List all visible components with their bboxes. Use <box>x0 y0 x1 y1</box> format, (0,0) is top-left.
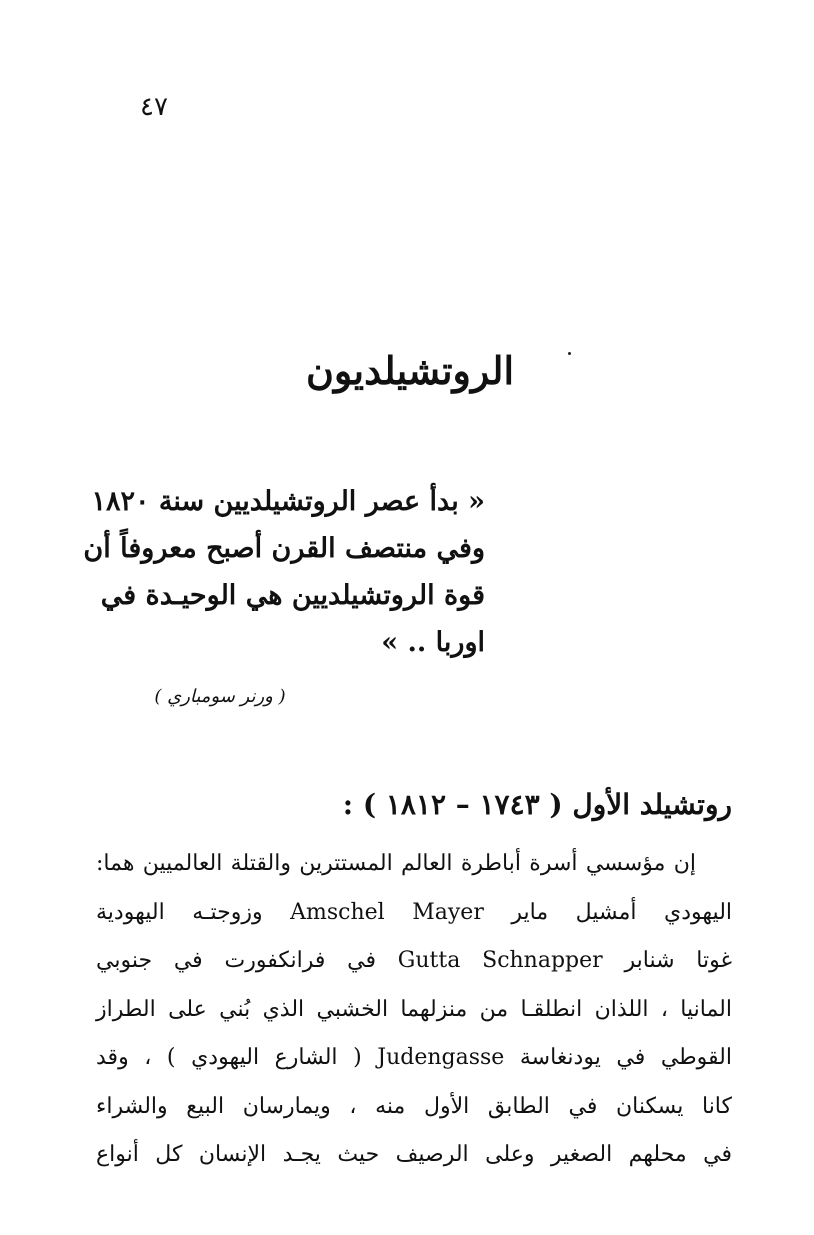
body-line: اليهودي أمشيل ماير Amschel Mayer وزوجتـه اليهودية <box>96 899 733 925</box>
body-line: غوتا شنابر Gutta Schnapper في فرانكفورت في جنوبي <box>96 948 732 973</box>
body-line: المانيا ، اللذان انطلقـا من منزلهما الخشبي الذي بُني على الطراز <box>96 996 732 1022</box>
epigraph-line: قوة الروتشيلديين هي الوحيـدة في <box>100 580 485 611</box>
epigraph-line: اوربا .. » <box>381 627 485 658</box>
epigraph-line: وفي منتصف القرن أصبح معروفاً أن <box>83 533 485 564</box>
body-line: إن مؤسسي أسرة أباطرة العالم المستترين والقتلة العالميين هما: <box>96 851 696 876</box>
body-line: القوطي في يودنغاسة Judengasse ( الشارع اليهودي ) ، وقد <box>96 1045 732 1070</box>
epigraph-attribution: ( ورنر سومباري ) <box>154 686 286 707</box>
body-line: كانا يسكنان في الطابق الأول منه ، ويمارسان البيع والشراء <box>96 1093 732 1119</box>
epigraph-quote <box>83 478 485 666</box>
section-heading: روتشيلد الأول ( ١٧٤٣ – ١٨١٢ ) : <box>342 788 732 821</box>
page-number: ٤٧ <box>140 92 168 122</box>
ink-speck <box>568 352 571 355</box>
body-line: في محلهم الصغير وعلى الرصيف حيث يجـد الإنسان كل أنواع <box>96 1142 732 1167</box>
body-paragraph <box>96 840 732 1180</box>
chapter-title: الروتشيلديون <box>305 348 515 393</box>
epigraph-line: « بدأ عصر الروتشيلديين سنة ١٨٢٠ <box>91 486 485 517</box>
